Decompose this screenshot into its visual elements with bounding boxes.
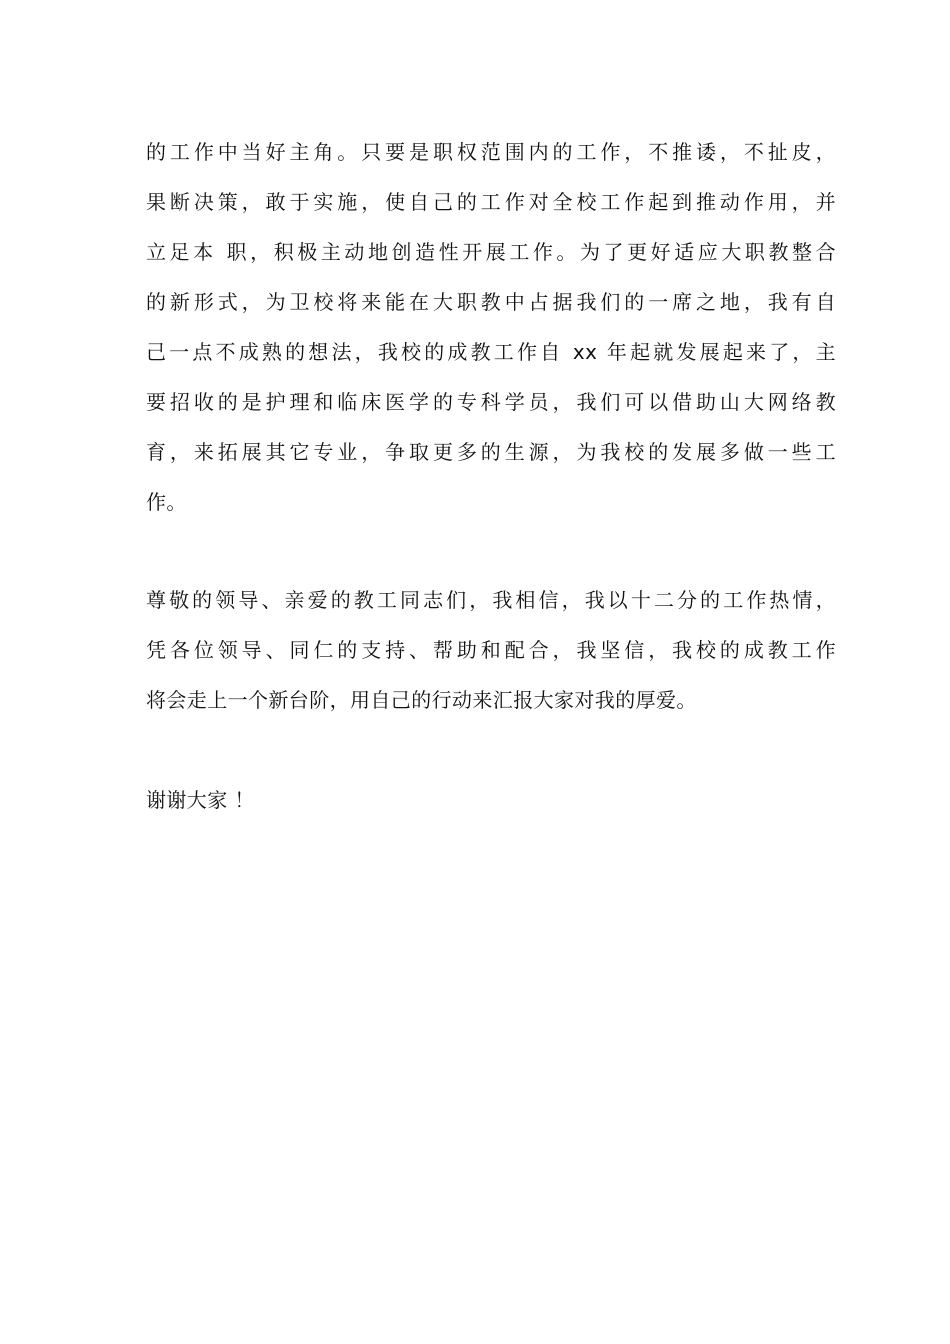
text-line: 的新形式，为卫校将来能在大职教中占据我们的一席之地，我有自 — [146, 290, 836, 314]
text-line: 的工作中当好主角。只要是职权范围内的工作，不推诿，不扯皮， — [146, 140, 836, 164]
text-line: 作。 — [146, 490, 187, 514]
text-line: 立足本 职，积极主动地创造性开展工作。为了更好适应大职教整合 — [146, 240, 836, 264]
text-line: 果断决策，敢于实施，使自己的工作对全校工作起到推动作用，并 — [146, 190, 836, 214]
text-line: 谢谢大家 ！ — [146, 788, 255, 812]
text-line: 育，来拓展其它专业，争取更多的生源，为我校的发展多做一些工 — [146, 440, 836, 464]
paragraph-body — [146, 127, 836, 527]
text-line: 将会走上一个新台阶，用自己的行动来汇报大家对我的厚爱。 — [146, 688, 697, 712]
text-line: 要招收的是护理和临床医学的专科学员，我们可以借助山大网络教 — [146, 390, 836, 414]
text-line: 凭各位领导、同仁的支持、帮助和配合，我坚信，我校的成教工作 — [146, 638, 836, 662]
text-line: 己一点不成熟的想法，我校的成教工作自 xx 年起就发展起来了，主 — [146, 340, 836, 364]
paragraph-thanks — [146, 775, 836, 825]
text-line: 尊敬的领导、亲爱的教工同志们，我相信，我以十二分的工作热情， — [146, 588, 836, 612]
paragraph-closing — [146, 575, 836, 725]
